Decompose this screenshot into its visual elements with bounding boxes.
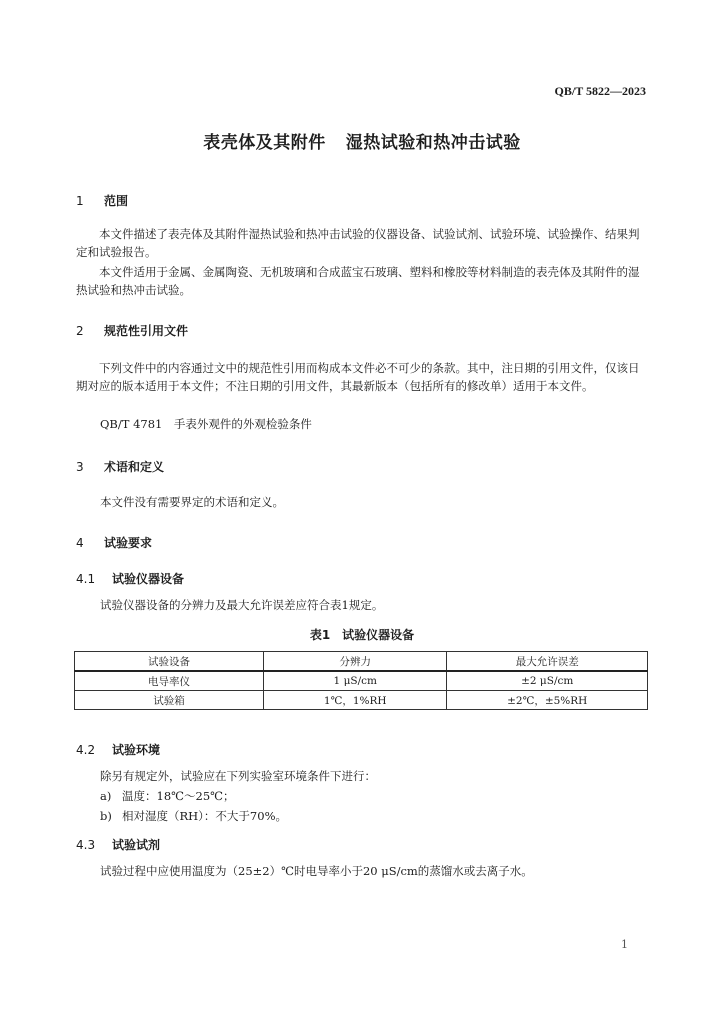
title-part-1: 表壳体及其附件: [203, 133, 326, 153]
section-number: 4: [76, 536, 84, 550]
section-number: 4.3: [76, 838, 96, 852]
section-title: 试验仪器设备: [112, 572, 185, 586]
section-4-heading: [76, 534, 152, 551]
section-1-paragraph-2: 本文件适用于金属、金属陶瓷、无机玻璃和合成蓝宝石玻璃、塑料和橡胶等材料制造的表壳体及其附件的湿热试验和热冲击试验。: [76, 265, 640, 297]
section-1-paragraph-1: 本文件描述了表壳体及其附件湿热试验和热冲击试验的仪器设备、试验试剂、试验环境、试验操作、结果判定和试验报告。: [76, 227, 640, 259]
section-title: 范围: [104, 194, 129, 208]
section-2-heading: [76, 322, 188, 339]
table-1: [74, 651, 648, 710]
section-4-3-heading: [76, 836, 160, 853]
section-number: 1: [76, 194, 84, 208]
section-number: 4.1: [76, 572, 96, 586]
table-header-cell: 最大允许误差: [447, 652, 648, 672]
list-marker: b): [100, 809, 112, 823]
section-4-1-paragraph-1: 试验仪器设备的分辨力及最大允许误差应符合表1规定。: [100, 598, 384, 612]
section-title: 规范性引用文件: [104, 324, 189, 338]
section-4-2-heading: [76, 741, 160, 758]
table-row: [75, 671, 648, 691]
list-marker: a): [100, 789, 112, 803]
normative-reference: QB/T 4781 手表外观件的外观检验条件: [100, 417, 312, 431]
section-4-2-paragraph-1: 除另有规定外，试验应在下列实验室环境条件下进行：: [100, 769, 376, 783]
section-title: 试验环境: [112, 743, 161, 757]
document-title: [0, 128, 724, 153]
table-cell: 1 μS/cm: [264, 671, 447, 691]
table-header-cell: 试验设备: [75, 652, 264, 672]
list-item: [100, 808, 287, 824]
list-text: 相对湿度（RH）：不大于70%。: [122, 809, 287, 823]
section-number: 3: [76, 460, 84, 474]
table-header-cell: 分辨力: [264, 652, 447, 672]
table-cell: ±2 μS/cm: [447, 671, 648, 691]
section-2-paragraph-1: 下列文件中的内容通过文中的规范性引用而构成本文件必不可少的条款。其中，注日期的引用文件，仅该日期对应的版本适用于本文件；不注日期的引用文件，其最新版本（包括所有的修改单）适用于本文件。: [76, 361, 640, 393]
table-row: [75, 691, 648, 710]
table-header-row: [75, 652, 648, 672]
list-item: [100, 788, 235, 804]
table-cell: 电导率仪: [75, 671, 264, 691]
list-text: 温度：18℃～25℃；: [122, 789, 235, 803]
section-3-paragraph-1: 本文件没有需要界定的术语和定义。: [100, 495, 284, 509]
table-cell: 试验箱: [75, 691, 264, 710]
section-3-heading: [76, 458, 164, 475]
page-number: 1: [621, 938, 628, 951]
section-number: 2: [76, 324, 84, 338]
section-4-1-heading: [76, 570, 184, 587]
section-title: 试验试剂: [112, 838, 161, 852]
section-4-3-paragraph-1: 试验过程中应使用温度为（25±2）℃时电导率小于20 μS/cm的蒸馏水或去离子水。: [100, 864, 533, 878]
section-title: 术语和定义: [104, 460, 165, 474]
table-cell: 1℃，1%RH: [264, 691, 447, 710]
table-1-caption: 表1 试验仪器设备: [309, 628, 415, 642]
title-part-2: 湿热试验和热冲击试验: [345, 133, 521, 153]
section-number: 4.2: [76, 743, 96, 757]
section-title: 试验要求: [104, 536, 153, 550]
standard-code: QB/T 5822—2023: [554, 84, 646, 98]
table-cell: ±2℃，±5%RH: [447, 691, 648, 710]
section-1-heading: [76, 192, 128, 209]
